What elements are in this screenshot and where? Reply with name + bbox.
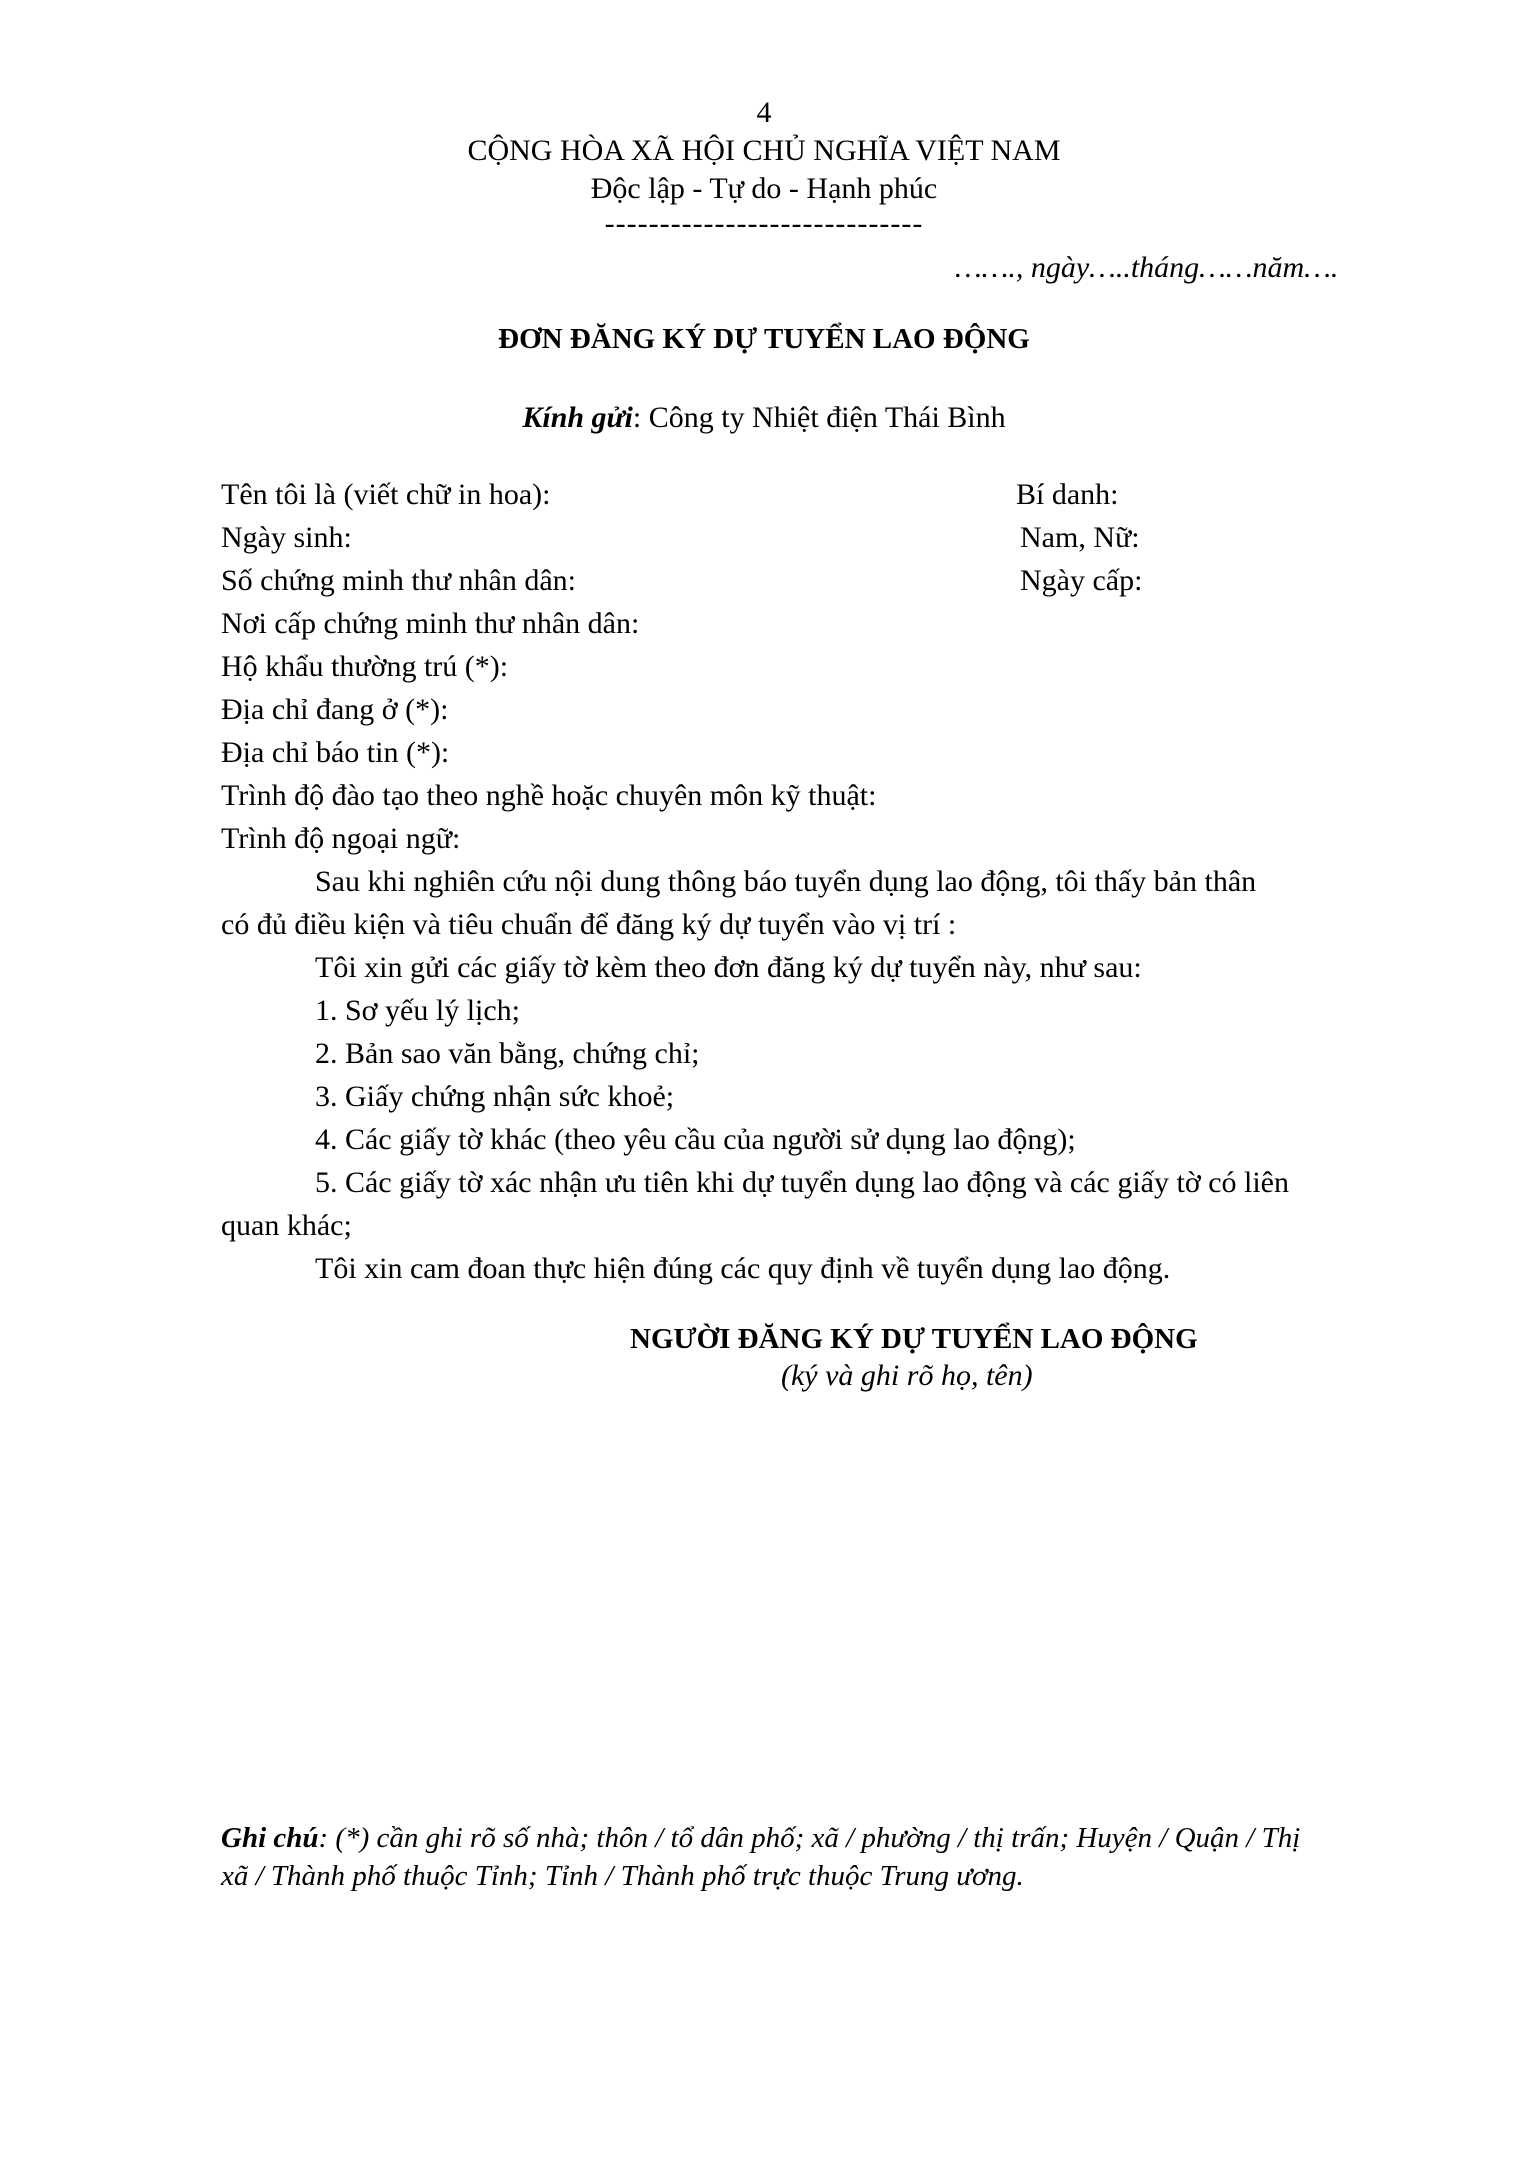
field-permanent-residence: Hộ khẩu thường trú (*): xyxy=(221,650,509,683)
body-paragraph-1-line-1: Sau khi nghiên cứu nội dung thông báo tuyển dụng lao động, tôi thấy bản thân xyxy=(315,865,1257,898)
body-paragraph-2: Tôi xin gửi các giấy tờ kèm theo đơn đăng ký dự tuyển này, như sau: xyxy=(315,951,1142,984)
field-issue-place: Nơi cấp chứng minh thư nhân dân: xyxy=(221,607,640,640)
signature-title: NGƯỜI ĐĂNG KÝ DỰ TUYỂN LAO ĐỘNG xyxy=(630,1323,1198,1355)
body-paragraph-1-line-2: có đủ điều kiện và tiêu chuẩn để đăng ký dự tuyển vào vị trí : xyxy=(221,908,957,941)
recipient-label: Kính gửi xyxy=(522,401,633,434)
attachment-item-continuation: quan khác; xyxy=(221,1209,352,1242)
header-divider: ----------------------------- xyxy=(604,207,924,240)
footnote-line-1 xyxy=(221,1817,1300,1859)
page-number: 4 xyxy=(756,96,772,129)
commitment-statement: Tôi xin cam đoan thực hiện đúng các quy định về tuyển dụng lao động. xyxy=(315,1252,1171,1285)
field-training-level: Trình độ đào tạo theo nghề hoặc chuyên môn kỹ thuật: xyxy=(221,779,877,812)
field-full-name: Tên tôi là (viết chữ in hoa): xyxy=(221,478,551,511)
signature-note: (ký và ghi rõ họ, tên) xyxy=(781,1359,1033,1392)
attachment-item: 3. Giấy chứng nhận sức khoẻ; xyxy=(315,1080,675,1113)
date-line: ……., ngày…..tháng……năm…. xyxy=(955,251,1339,284)
field-gender: Nam, Nữ: xyxy=(1020,521,1140,554)
field-id-number: Số chứng minh thư nhân dân: xyxy=(221,564,576,597)
field-language-level: Trình độ ngoại ngữ: xyxy=(221,822,461,855)
recipient-text: : Công ty Nhiệt điện Thái Bình xyxy=(632,401,1006,434)
footnote-label: Ghi chú xyxy=(221,1822,319,1854)
document-title: ĐƠN ĐĂNG KÝ DỰ TUYỂN LAO ĐỘNG xyxy=(498,323,1030,355)
field-issue-date: Ngày cấp: xyxy=(1020,564,1143,597)
attachment-item: 4. Các giấy tờ khác (theo yêu cầu của người sử dụng lao động); xyxy=(315,1123,1076,1156)
attachment-item: 2. Bản sao văn bằng, chứng chỉ; xyxy=(315,1037,700,1070)
national-motto: Độc lập - Tự do - Hạnh phúc xyxy=(590,172,938,205)
field-alias: Bí danh: xyxy=(1016,478,1119,511)
attachment-item: 1. Sơ yếu lý lịch; xyxy=(315,994,521,1027)
footnote-line-2: xã / Thành phố thuộc Tỉnh; Tỉnh / Thành phố trực thuộc Trung ương. xyxy=(221,1860,1024,1892)
footnote-text: : (*) cần ghi rõ số nhà; thôn / tổ dân phố; xã / phường / thị trấn; Huyện / Quận / Thị xyxy=(318,1822,1301,1854)
country-header: CỘNG HÒA XÃ HỘI CHỦ NGHĨA VIỆT NAM xyxy=(467,134,1061,167)
recipient-line xyxy=(0,397,1528,439)
field-birth-date: Ngày sinh: xyxy=(221,521,352,554)
field-current-address: Địa chỉ đang ở (*): xyxy=(221,693,449,726)
attachment-item: 5. Các giấy tờ xác nhận ưu tiên khi dự tuyển dụng lao động và các giấy tờ có liên xyxy=(315,1166,1289,1199)
field-contact-address: Địa chỉ báo tin (*): xyxy=(221,736,450,769)
